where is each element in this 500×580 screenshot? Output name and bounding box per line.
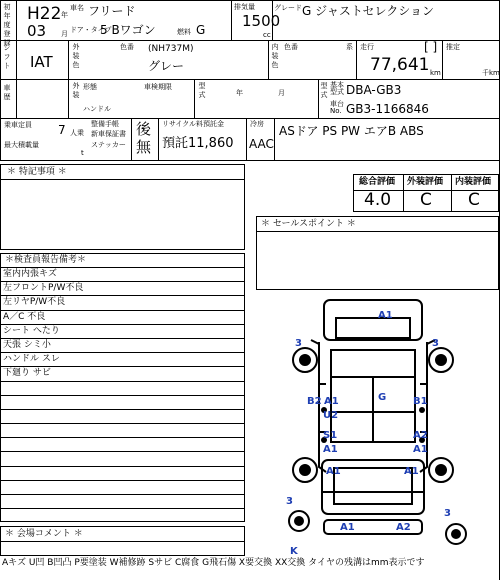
- mileage-unit: km: [430, 69, 441, 77]
- inspector-line-empty: [1, 410, 244, 424]
- manual-label: 整備手帳: [91, 120, 119, 128]
- model-name: フリード: [88, 4, 136, 18]
- registration-month: 03: [27, 22, 47, 40]
- color-code-label: 色番: [120, 43, 134, 51]
- handle-label: ハンドル: [83, 105, 111, 113]
- inspector-line-empty: [1, 424, 244, 438]
- inspector-line-empty: [1, 467, 244, 481]
- mark-tire-fl: 3: [295, 338, 302, 349]
- inspector-line-empty: [1, 509, 244, 523]
- special-notes-box: [0, 164, 245, 250]
- model-label: 車名: [70, 4, 84, 12]
- recycle-label: リサイクル料預託金: [162, 120, 225, 128]
- score-box: [353, 174, 499, 212]
- interior-color-suffix: 系: [346, 43, 353, 51]
- chassis-number: GB3-1166846: [346, 102, 429, 116]
- mark-right-a1: A1: [413, 444, 428, 455]
- mark-rear-left: A1: [326, 466, 341, 477]
- fuel-label: 燃料: [177, 28, 191, 36]
- capacity-unit: 人乗: [70, 129, 84, 137]
- inspector-line: ハンドル スレ: [1, 353, 244, 367]
- first-registration-label: 初年度登録: [3, 3, 11, 48]
- displacement: 1500: [242, 12, 281, 30]
- shape-label: 形態: [83, 83, 97, 91]
- damage-legend: Aキズ U凹 B凹凸 P要塗装 W補修跡 Sサビ C腐食 G飛石傷 X要交換 XX交換 タイヤの残溝はmm表示です: [2, 558, 425, 568]
- inspector-line: 天張 シミ小: [1, 339, 244, 353]
- special-notes-title: ＊ 特記事項 ＊: [7, 167, 67, 177]
- inspector-line: 左フロントP/W不良: [1, 282, 244, 296]
- inspector-lines: [1, 268, 244, 523]
- sales-point-box: [256, 216, 499, 290]
- mark-left-b2: B2: [307, 396, 322, 407]
- shift: IAT: [30, 53, 53, 71]
- aircon-label: 冷房: [250, 120, 264, 128]
- mark-k: K: [290, 546, 298, 557]
- inspection-month-unit: 月: [278, 89, 285, 97]
- grade-label: グレード: [274, 4, 302, 12]
- grade: G ジャストセレクション: [302, 4, 435, 18]
- inspector-line-empty: [1, 382, 244, 396]
- mileage-bracket: [ ]: [424, 40, 438, 54]
- capacity-label: 乗車定員: [4, 121, 32, 129]
- color-code: (NH737M): [148, 44, 194, 54]
- body-type-label: ドア・タイプ: [70, 26, 112, 34]
- displacement-label: 排気量: [234, 3, 255, 11]
- sales-point-title: ＊ セールスポイント ＊: [261, 219, 356, 229]
- year-unit: 年: [61, 11, 68, 19]
- venue-comment-title: ＊ 会場コメント ＊: [5, 529, 83, 539]
- inspector-line-empty: [1, 396, 244, 410]
- inspection-label: 車検期限: [144, 83, 172, 91]
- inspector-report-box: [0, 253, 245, 522]
- inspector-line: 左リヤP/W不良: [1, 296, 244, 310]
- mark-bumper-right: A2: [396, 522, 411, 533]
- interior-score: C: [468, 190, 480, 210]
- mark-right-a2: A2: [413, 430, 428, 441]
- mark-tire-rl: 3: [286, 496, 293, 507]
- venue-comment-box: [0, 526, 245, 556]
- mark-rear-right: A1: [404, 466, 419, 477]
- warranty-value: 無: [136, 138, 152, 156]
- inspector-line: 下廻り サビ: [1, 367, 244, 381]
- model-code-side-label: 型式: [198, 82, 206, 100]
- mark-left-u2: U2: [323, 410, 339, 421]
- basic-model-label: 基本型式: [330, 81, 344, 96]
- inspector-line-empty: [1, 438, 244, 452]
- fuel-type: G: [196, 23, 206, 37]
- mileage-label: 走行: [360, 43, 374, 51]
- inspector-report-title: ＊検査員報告備考＊: [5, 255, 87, 265]
- mark-tire-rr: 3: [444, 508, 451, 519]
- max-load-label: 最大積載量: [4, 141, 39, 149]
- mark-left-a1: A1: [324, 396, 339, 407]
- sticker-label: ステッカー: [91, 141, 126, 149]
- chassis-label: 車台No.: [330, 100, 344, 115]
- inspector-line-empty: [1, 495, 244, 509]
- recycle-fee: 預託11,860: [162, 136, 234, 151]
- inspection-year-unit: 年: [236, 89, 243, 97]
- warranty-label: 新車保証書: [91, 130, 126, 138]
- mark-roof-front: A1: [378, 310, 393, 321]
- mark-right-b1: B1: [413, 396, 428, 407]
- interior-score-label: 内装評価: [455, 177, 492, 187]
- mark-bumper-left: A1: [340, 522, 355, 533]
- shift-label: シフト: [3, 44, 11, 71]
- body-type: 5 Bワゴン: [100, 23, 156, 37]
- model-code: DBA-GB3: [346, 83, 402, 97]
- inspector-line-empty: [1, 481, 244, 495]
- inspector-line: A／C 不良: [1, 311, 244, 325]
- mark-tire-fr: 3: [432, 338, 439, 349]
- inspector-line-empty: [1, 452, 244, 466]
- manual-value: 後: [136, 120, 152, 138]
- exterior-score: C: [420, 190, 432, 210]
- history-label: 車歴: [3, 84, 11, 102]
- registration-year: H22: [27, 4, 62, 24]
- exterior-score-label: 外装評価: [407, 177, 444, 187]
- mark-left-a1-lower: A1: [323, 444, 338, 455]
- aircon: AAC: [249, 137, 274, 151]
- month-unit: 月: [61, 30, 68, 38]
- estimate-label: 推定: [446, 43, 460, 51]
- overall-score-label: 総合評価: [359, 177, 396, 187]
- chassis-side-label: 型式: [320, 82, 328, 100]
- equipment: ASドア PS PW エアB ABS: [279, 124, 424, 138]
- overall-score: 4.0: [364, 190, 392, 210]
- mark-left-s1: S1: [323, 430, 338, 441]
- color-name: グレー: [148, 59, 185, 73]
- exterior-color-side-label: 外装色: [72, 43, 80, 70]
- interior-color-label: 色番: [284, 43, 298, 51]
- interior-color-side-label: 内装色: [271, 43, 279, 70]
- mileage: 77,641: [370, 55, 430, 75]
- inspector-line: シート へたり: [1, 325, 244, 339]
- capacity: 7: [58, 123, 66, 137]
- estimate-unit: 千km: [482, 69, 500, 77]
- car-damage-diagram: [256, 292, 499, 558]
- max-load-unit: t: [81, 149, 84, 157]
- exterior-side-label: 外装: [72, 82, 80, 100]
- mark-glass-g: G: [378, 392, 387, 403]
- displacement-unit: cc: [263, 31, 271, 39]
- inspector-line: 室内内張キズ: [1, 268, 244, 282]
